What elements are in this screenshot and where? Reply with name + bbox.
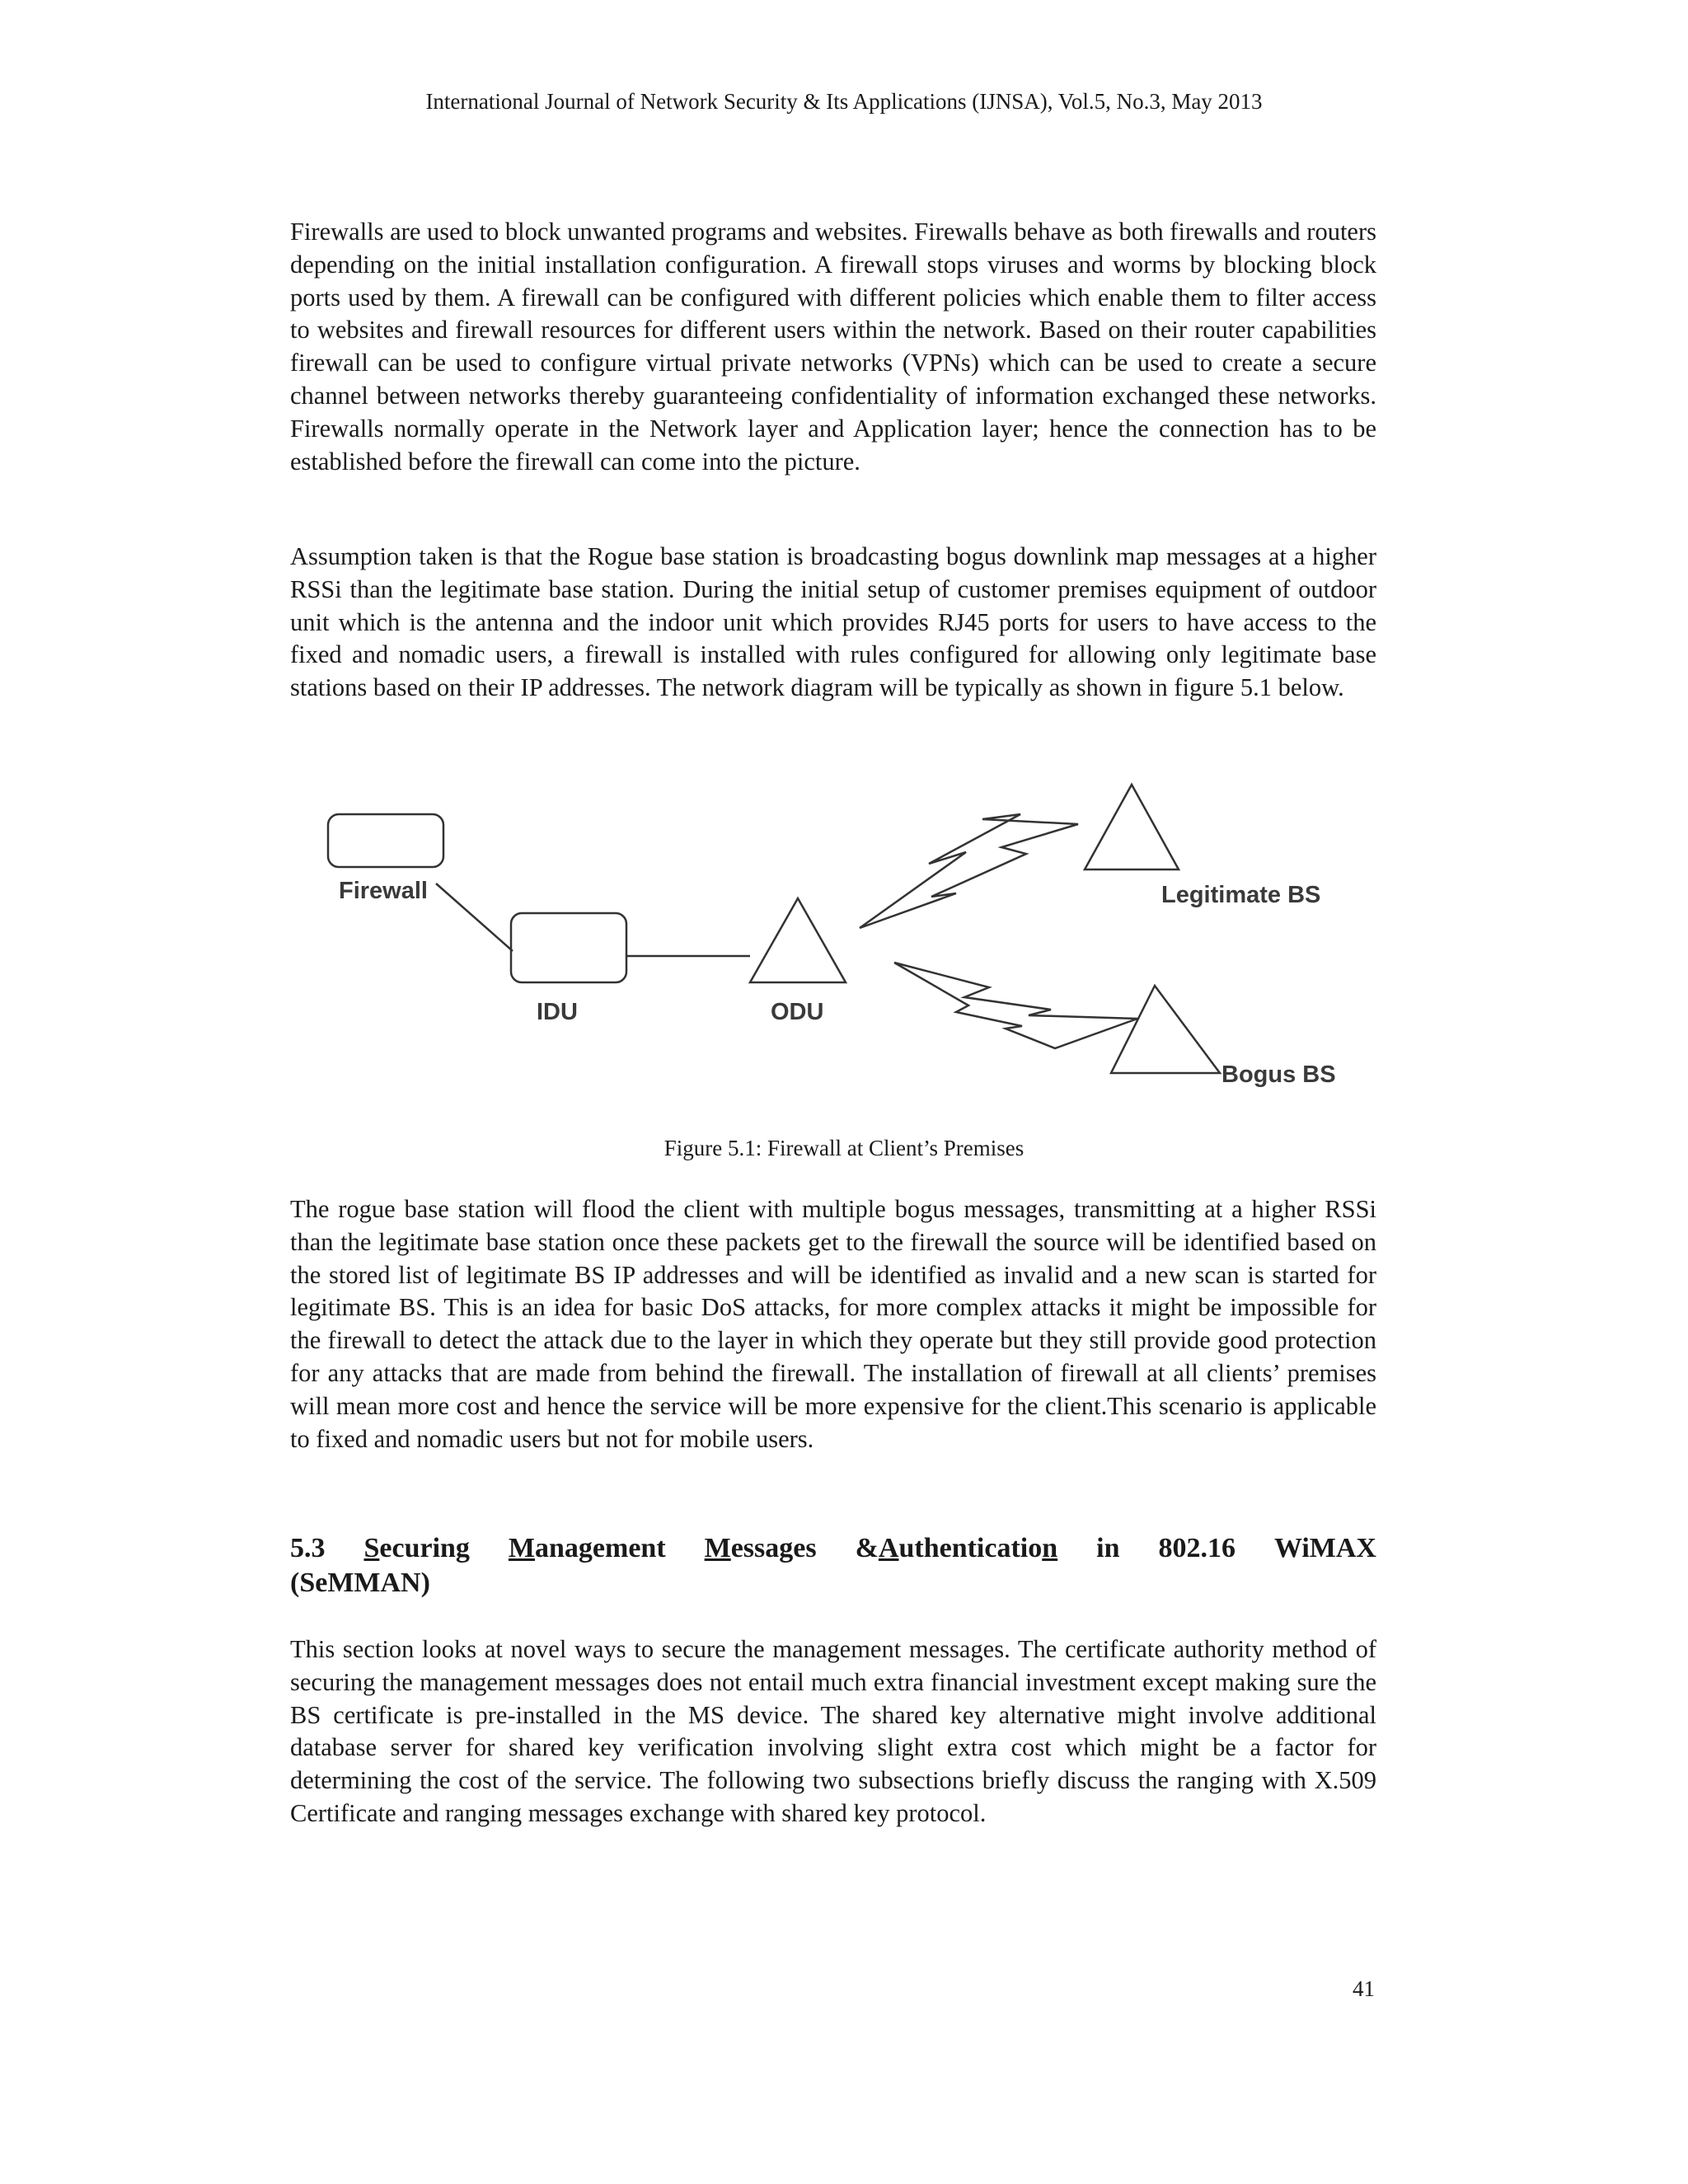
firewall-label: Firewall — [339, 878, 428, 904]
page-number: 41 — [1353, 1976, 1375, 2001]
section-heading: 5.3 Securing Management Messages &Authentication in 802.16 WiMAX (SeMMAN) — [290, 1531, 1376, 1601]
paragraph-assumption: Assumption taken is that the Rogue base station is broadcasting bogus downlink map messages at a higher RSSi than the legitimate base station. During the initial setup of customer premises equipment of outdoor unit which is the antenna and the indoor unit which provides RJ45 ports for users to have access to the fixed and nomadic users, a firewall is installed with rules configured for allowing only legitimate base stations based on their IP addresses. The network diagram will be typically as shown in figure 5.1 below. — [290, 542, 1376, 702]
paragraph-section-intro: This section looks at novel ways to secure the management messages. The certificate authority method of securing the management messages does not entail much extra financial investment except making sure the BS certificate is pre-installed in the MS device. The shared key alternative might involve additional database server for shared key verification involving slight extra cost which might be a factor for determining the cost of the service. The following two subsections briefly discuss the ranging with X.509 Certificate and ranging messages exchange with shared key protocol. — [290, 1635, 1376, 1827]
legitimate-bs-antenna — [1085, 785, 1179, 869]
odu-antenna — [750, 898, 846, 982]
paragraph-firewalls: Firewalls are used to block unwanted programs and websites. Firewalls behave as both firewalls and routers depending on the initial installation configuration. A firewall stops viruses and worms by blocking block ports used by them. A firewall can be configured with different policies which enable them to filter access to websites and firewall resources for different users within the network. Based on their router capabilities firewall can be used to configure virtual private networks (VPNs) which can be used to create a secure channel between networks thereby guaranteeing confidentiality of information exchanged these networks. Firewalls normally operate in the Network layer and Application layer; hence the connection has to be established before the firewall can come into the picture. — [290, 218, 1376, 476]
paragraph-rogue-base-station: The rogue base station will flood the client with multiple bogus messages, transmitting at a higher RSSi than the legitimate base station once these packets get to the firewall the source will be identified based on the stored list of legitimate BS IP addresses and will be identified as invalid and a new scan is started for legitimate BS. This is an idea for basic DoS attacks, for more complex attacks it might be impossible for the firewall to detect the attack due to the layer in which they operate but they still provide good protection for any attacks that are made from behind the firewall. The installation of firewall at all clients’ premises will mean more cost and hence the service will be more expensive for the client.This scenario is applicable to fixed and nomadic users but not for mobile users. — [290, 1195, 1376, 1453]
journal-header: International Journal of Network Security & Its Applications (IJNSA), Vol.5, No.3, May 2013 — [425, 89, 1263, 114]
odu-label: ODU — [771, 999, 824, 1025]
idu-box — [511, 913, 626, 982]
legitimate-bs-signal-bolt — [860, 814, 1078, 928]
section-acronym: (SeMMAN) — [290, 1568, 430, 1598]
legitimate-bs-label: Legitimate BS — [1161, 882, 1321, 908]
bogus-bs-label: Bogus BS — [1221, 1062, 1336, 1088]
idu-label: IDU — [537, 999, 578, 1025]
firewall-box — [328, 814, 443, 867]
bogus-bs-signal-bolt — [894, 963, 1137, 1048]
section-number: 5.3 — [290, 1533, 326, 1563]
figure-caption: Figure 5.1: Firewall at Client’s Premises — [663, 1136, 1025, 1160]
firewall-idu-link — [436, 883, 513, 951]
bogus-bs-antenna — [1111, 986, 1220, 1073]
